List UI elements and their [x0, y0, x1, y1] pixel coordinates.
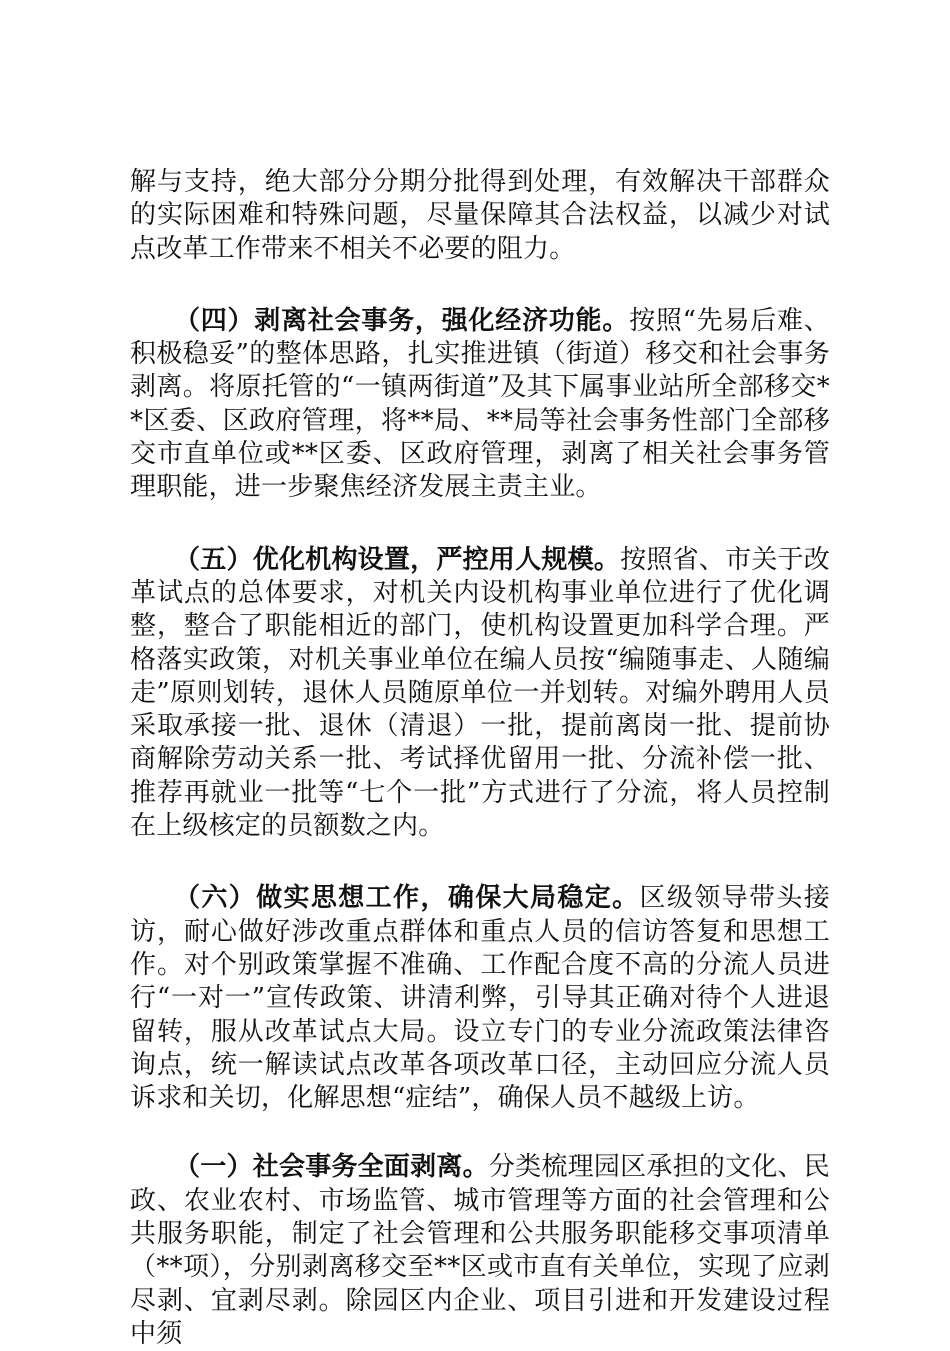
paragraph-text: 解与支持，绝大部分分期分批得到处理，有效解决干部群众的实际困难和特殊问题，尽量保障其合法权益，以减少对试点改革工作带来不相关不必要的阻力。: [130, 167, 830, 264]
document-page: [130, 166, 830, 1351]
paragraph-title: （四）剥离社会事务，强化经济功能。: [174, 305, 630, 336]
paragraph-text: 区级领导带头接访，耐心做好涉改重点群体和重点人员的信访答复和思想工作。对个别政策掌握不准确、工作配合度不高的分流人员进行“一对一”宣传政策、讲清利弊，引导其正确对待个人进退留转，服从改革试点大局。设立专门的专业分流政策法律咨询点，统一解读试点改革各项改革口径，主动回应分流人员诉求和关切，化解思想“症结”，确保人员不越级上访。: [130, 883, 830, 1114]
paragraph-continuation: [130, 166, 830, 266]
paragraph-text: 按照省、市关于改革试点的总体要求，对机关内设机构事业单位进行了优化调整，整合了职能相近的部门，使机构设置更加科学合理。严格落实政策，对机关事业单位在编人员按“编随事走、人随编走”原则划转，退休人员随原单位一并划转。对编外聘用人员采取承接一批、退休（清退）一批，提前离岗一批、提前协商解除劳动关系一批、考试择优留用一批、分流补偿一批、推荐再就业一批等“七个一批”方式进行了分流，将人员控制在上级核定的员额数之内。: [130, 544, 830, 842]
paragraph-item-1: [130, 1151, 830, 1351]
paragraph-title: （六）做实思想工作，确保大局稳定。: [174, 883, 640, 914]
paragraph-item-4: [130, 305, 830, 505]
paragraph-title: （五）优化机构设置，严控用人规模。: [174, 544, 621, 575]
paragraph-text: 分类梳理园区承担的文化、民政、农业农村、市场监管、城市管理等方面的社会管理和公共服务职能，制定了社会管理和公共服务职能移交事项清单（**项），分别剥离移交至**区或市直有关单位，实现了应剥尽剥、宜剥尽剥。除园区内企业、项目引进和开发建设过程中须: [130, 1152, 830, 1349]
paragraph-title: （一）社会事务全面剥离。: [174, 1152, 489, 1183]
paragraph-item-5: [130, 544, 830, 844]
paragraph-item-6: [130, 882, 830, 1115]
paragraph-text: 按照“先易后难、积极稳妥”的整体思路，扎实推进镇（街道）移交和社会事务剥离。将原托管的“一镇两街道”及其下属事业站所全部移交**区委、区政府管理，将**局、**局等社会事务性部门全部移交市直单位或**区委、区政府管理，剥离了相关社会事务管理职能，进一步聚焦经济发展主责主业。: [130, 305, 830, 503]
